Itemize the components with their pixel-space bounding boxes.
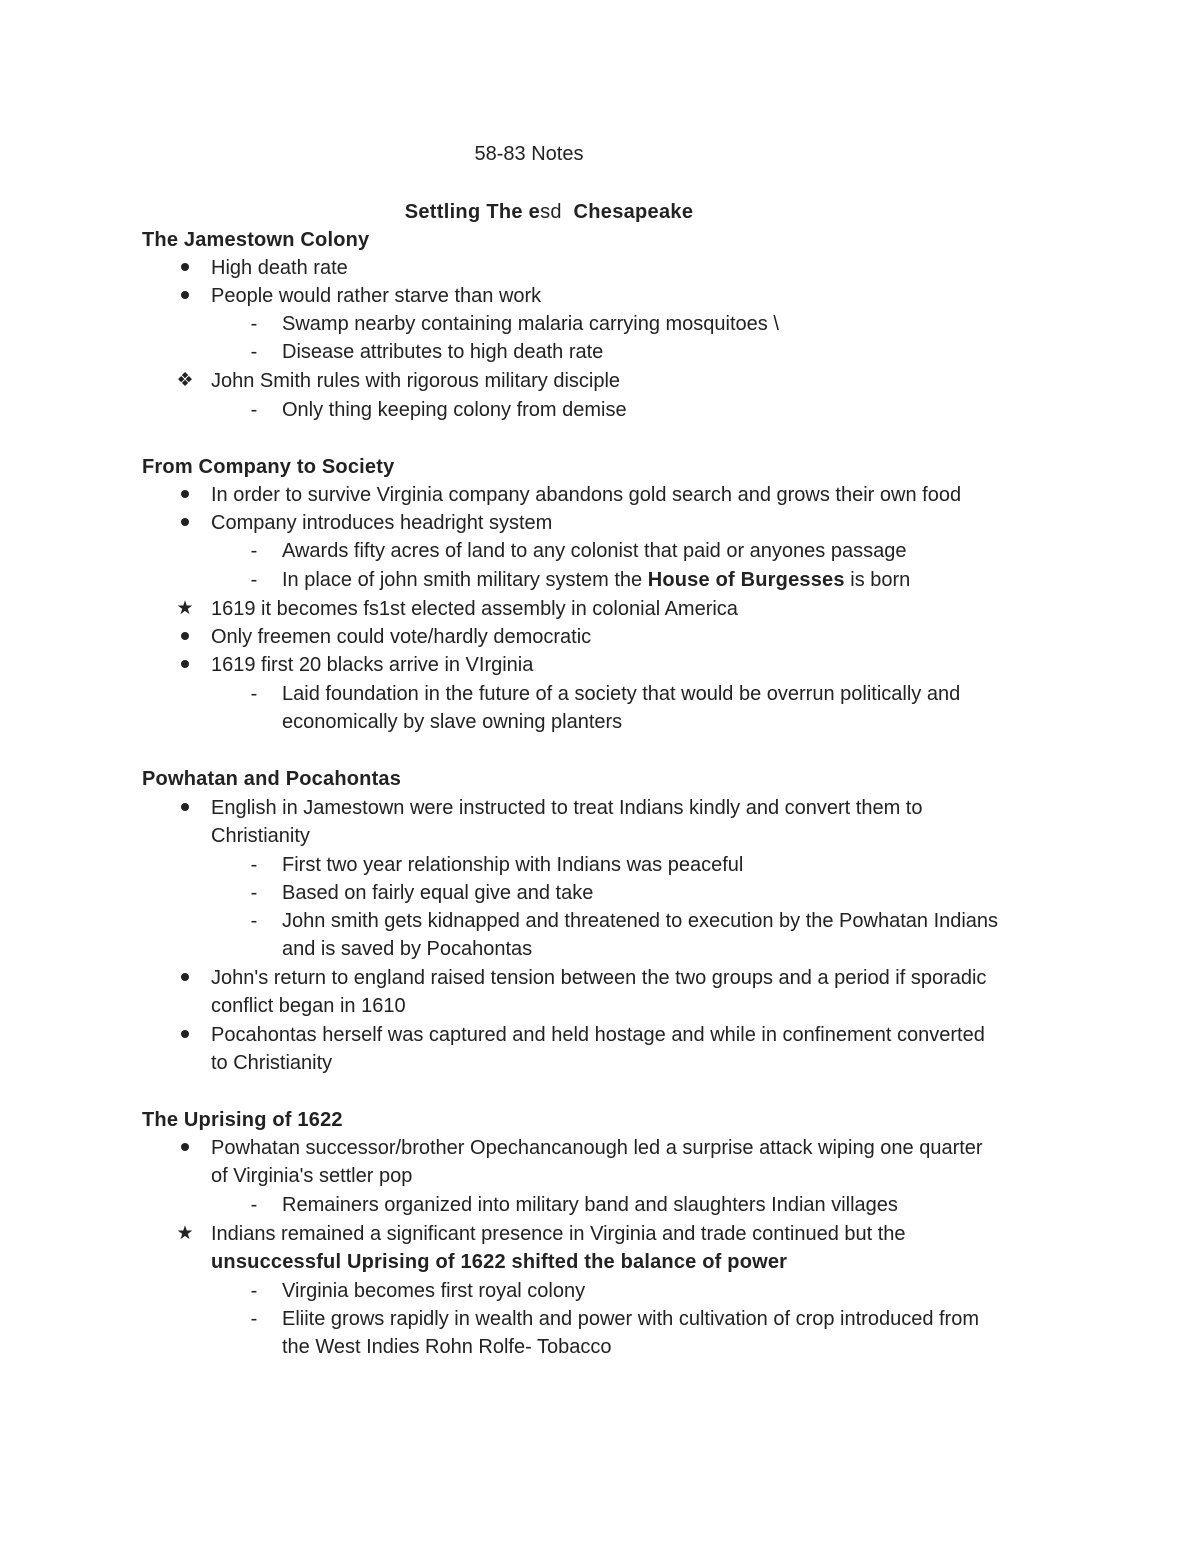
subtitle-part2: sd	[540, 201, 562, 223]
bullet-icon	[173, 282, 197, 310]
star-icon: ★	[176, 1223, 194, 1244]
dash-icon: -	[250, 399, 258, 421]
list-item: Company introduces headright system	[211, 509, 1071, 537]
sub-list-item: - Virginia becomes first royal colony	[282, 1277, 1072, 1305]
dash-icon: -	[250, 1194, 258, 1216]
list-item: Only freemen could vote/hardly democratic	[211, 623, 1071, 651]
list-item: ❖ John Smith rules with rigorous military disciple	[211, 367, 1071, 395]
sub-list-item: - Swamp nearby containing malaria carrying mosquitoes \	[282, 310, 1072, 338]
sub-list-item: - Based on fairly equal give and take	[282, 879, 1072, 907]
section-heading-powhatan: Powhatan and Pocahontas	[142, 768, 402, 790]
bullet-icon	[173, 1021, 197, 1049]
list-item: In order to survive Virginia company abandons gold search and grows their own food	[211, 481, 1071, 509]
bullet-icon	[173, 623, 197, 651]
sub-list-item: - Awards fifty acres of land to any colonist that paid or anyones passage	[282, 537, 1072, 565]
bullet-icon	[173, 794, 197, 822]
page-title: 58-83 Notes	[474, 143, 584, 165]
dash-icon: -	[250, 341, 258, 363]
list-item: People would rather starve than work	[211, 282, 1071, 310]
bullet-icon	[173, 964, 197, 992]
bullet-icon	[173, 1134, 197, 1162]
section-heading-company: From Company to Society	[142, 456, 395, 478]
sub-list-item: - In place of john smith military system the House of Burgesses is born	[282, 566, 1072, 594]
sub-list-item: - Only thing keeping colony from demise	[282, 396, 1072, 424]
sub-list-item: - First two year relationship with Indians was peaceful	[282, 851, 1072, 879]
star-icon: ★	[176, 598, 194, 619]
bold-term: House of Burgesses	[647, 569, 845, 591]
dash-icon: -	[250, 910, 258, 932]
list-item: Pocahontas herself was captured and held hostage and while in confinement converted to Christianity	[211, 1021, 1071, 1078]
dash-icon: -	[250, 569, 258, 591]
dash-icon: -	[250, 540, 258, 562]
dash-icon: -	[250, 683, 258, 705]
list-item: ★ 1619 it becomes fs1st elected assembly in colonial America	[211, 595, 1071, 623]
sub-list-item: - John smith gets kidnapped and threatened to execution by the Powhatan Indians and is saved by Pocahontas	[282, 907, 1072, 964]
list-item: John's return to england raised tension between the two groups and a period if sporadic conflict began in 1610	[211, 964, 1071, 1021]
subtitle-part3: Chesapeake	[561, 201, 694, 223]
chapter-subtitle	[0, 199, 1098, 225]
list-item: Powhatan successor/brother Opechancanough led a surprise attack wiping one quarter of Virginia's settler pop	[211, 1134, 1071, 1191]
dash-icon: -	[250, 1308, 258, 1330]
sub-list-item: - Disease attributes to high death rate	[282, 338, 1072, 366]
subtitle-part1: Settling The e	[404, 201, 541, 223]
list-item: High death rate	[211, 254, 1071, 282]
list-item: ★ Indians remained a significant presence in Virginia and trade continued but the unsuccessful Uprising of 1622 shifted the balance of power	[211, 1220, 1071, 1277]
bold-term: unsuccessful Uprising of 1622 shifted the balance of power	[211, 1251, 788, 1274]
dash-icon: -	[250, 1280, 258, 1302]
dash-icon: -	[250, 854, 258, 876]
dash-icon: -	[250, 882, 258, 904]
section-heading-uprising: The Uprising of 1622	[142, 1109, 343, 1131]
bullet-icon	[173, 254, 197, 282]
bullet-icon	[173, 481, 197, 509]
bullet-icon	[173, 651, 197, 679]
diamond-icon: ❖	[176, 370, 194, 391]
list-item: 1619 first 20 blacks arrive in VIrginia	[211, 651, 1071, 679]
list-item: English in Jamestown were instructed to treat Indians kindly and convert them to Christianity	[211, 794, 1071, 851]
section-heading-jamestown: The Jamestown Colony	[142, 229, 370, 251]
sub-list-item: - Laid foundation in the future of a society that would be overrun politically and economically by slave owning planters	[282, 680, 1072, 737]
sub-list-item: - Eliite grows rapidly in wealth and power with cultivation of crop introduced from the West Indies Rohn Rolfe- Tobacco	[282, 1305, 1072, 1362]
bullet-icon	[173, 509, 197, 537]
sub-list-item: - Remainers organized into military band and slaughters Indian villages	[282, 1191, 1072, 1219]
dash-icon: -	[250, 313, 258, 335]
